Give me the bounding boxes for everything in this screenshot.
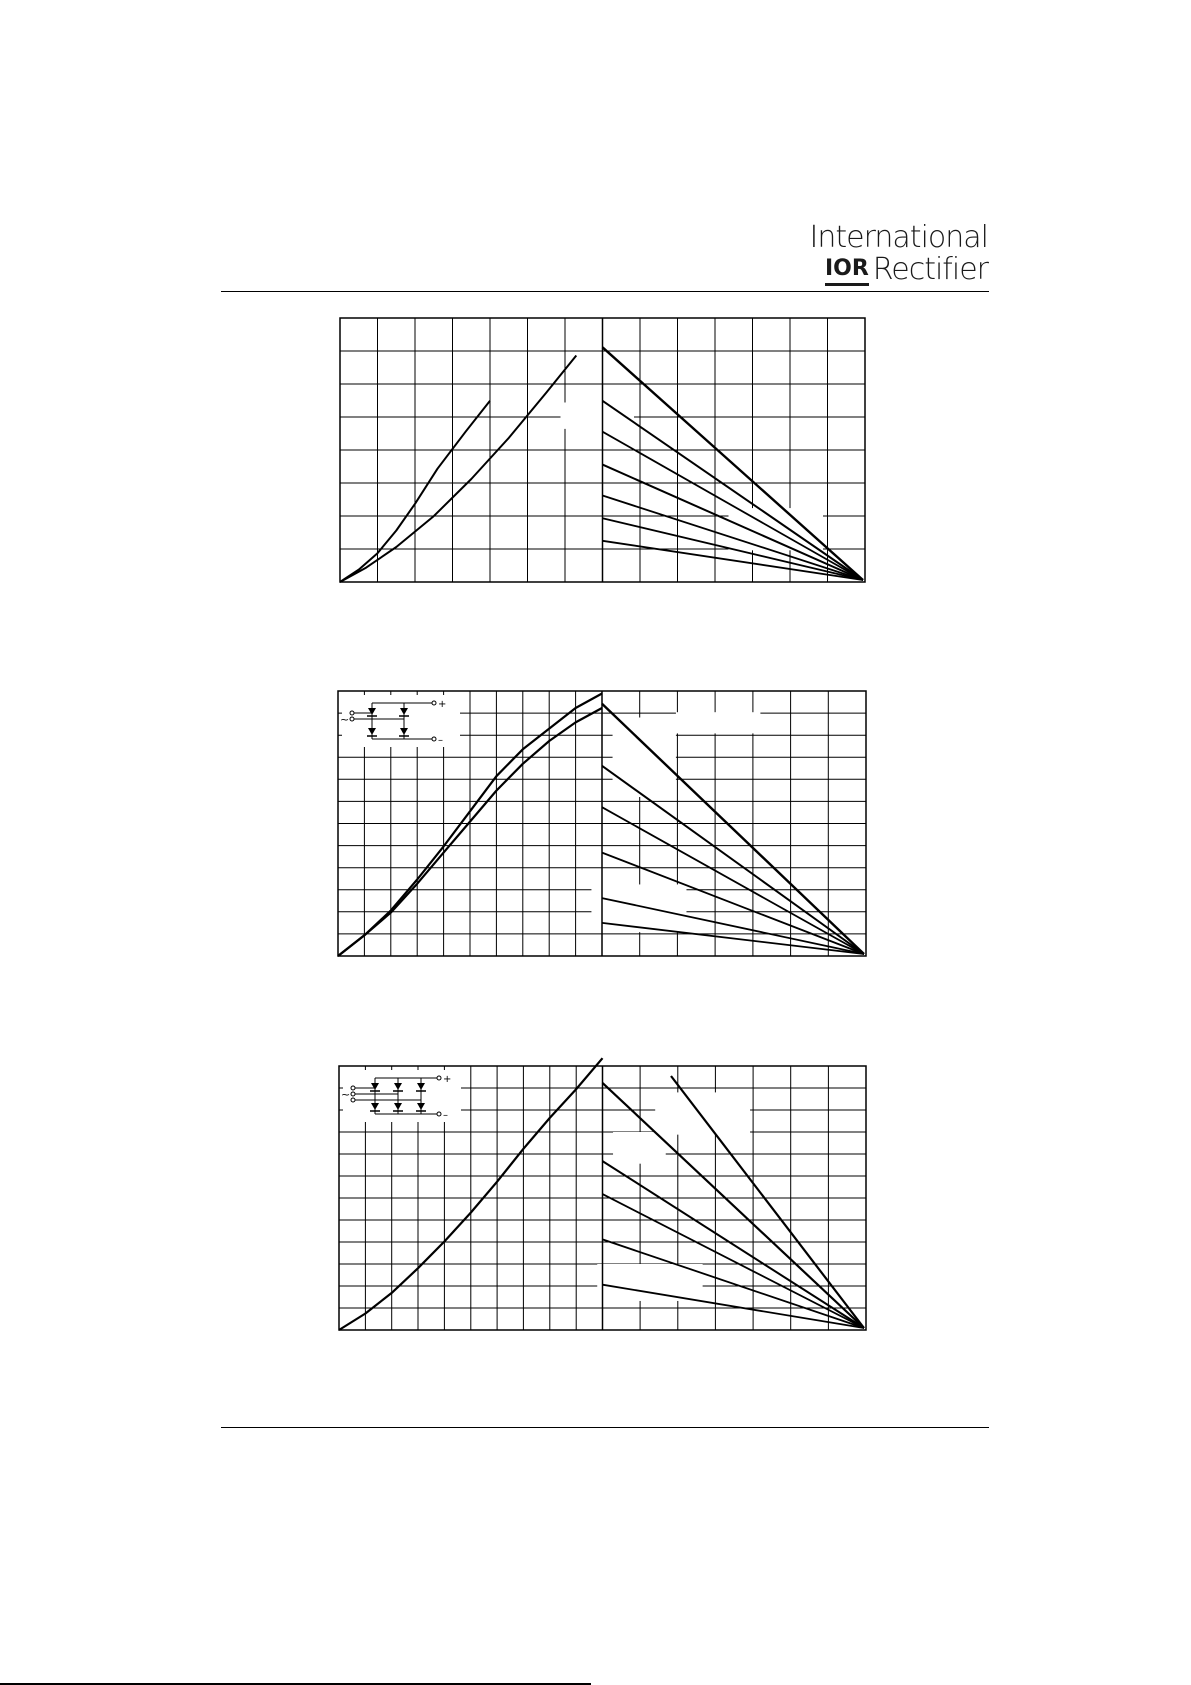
minus-terminal: – [443,1110,448,1121]
label-area [597,1264,702,1301]
chart-1-svg [340,318,865,582]
label-area [613,1132,666,1164]
ac-terminal [350,717,354,721]
label-area [676,712,760,733]
ac-symbol: ~ [340,713,350,726]
chart-2 [338,691,866,956]
plus-terminal: + [438,699,447,710]
logo-text-international: International [809,220,988,255]
derating-line [603,465,864,580]
plus-terminal: + [443,1074,452,1085]
company-logo [810,222,988,286]
ac-symbol: ~ [341,1088,351,1101]
logo-mark: IOR [825,255,869,286]
minus-terminal: – [438,735,443,746]
bridge-schematic [341,1070,461,1122]
terminal-minus [437,1112,441,1116]
chart-3 [339,1066,866,1330]
bridge-schematic [340,695,460,747]
ac-terminal [350,711,354,715]
label-area [655,1092,750,1134]
derating-line [603,1161,865,1328]
logo-text-rectifier: Rectifier [872,252,988,287]
terminal-plus [437,1076,441,1080]
derating-line [603,432,864,580]
terminal-plus [432,701,436,705]
footer-rule [221,1427,989,1428]
chart-3-svg [339,1066,866,1330]
chart-2-svg [338,691,866,956]
label-area [729,508,824,550]
ac-terminal [351,1092,355,1096]
chart-1 [340,318,865,582]
derating-line [603,401,864,580]
ac-terminal [351,1086,355,1090]
label-area [591,884,686,932]
header-rule [221,291,989,292]
ac-terminal [351,1098,355,1102]
label-area [613,718,676,798]
left-curve [340,356,576,583]
terminal-minus [432,737,436,741]
